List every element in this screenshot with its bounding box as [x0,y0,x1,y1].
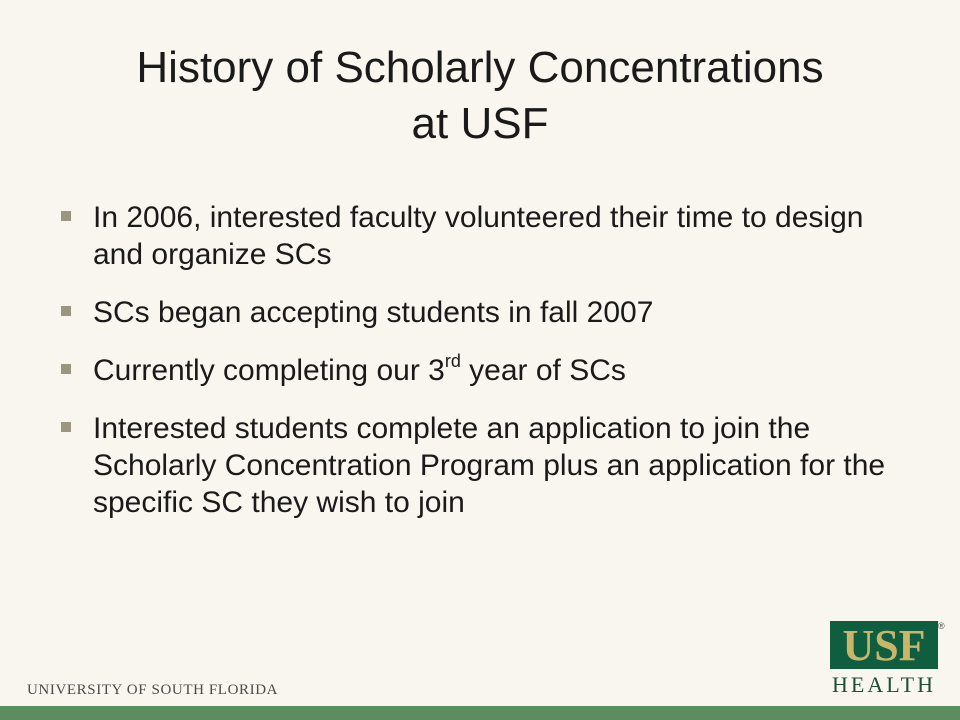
bullet-text: In 2006, interested faculty volunteered their time to design and organize SCs [93,201,864,271]
square-bullet-icon [61,306,71,316]
bullet-text [93,351,626,387]
bullet-item-3 [60,352,920,389]
bullet-list [60,199,920,542]
bullet-text: Interested students complete an application to join the Scholarly Concentration Program plus an application for the specific SC they wish to join [93,412,886,519]
slide-title-line-1: History of Scholarly Concentrations [136,43,824,92]
slide-title [40,40,920,152]
bullet-item-1 [60,199,920,273]
slide-title-line-2: at USF [411,99,549,148]
square-bullet-icon [61,211,71,221]
square-bullet-icon [61,422,71,432]
bullet-text: SCs began accepting students in fall 2007 [93,296,654,329]
square-bullet-icon [61,364,71,374]
registered-mark: ® [938,621,945,631]
bullet-text-pre: Currently completing our 3 [93,354,445,387]
bullet-item-4 [60,410,920,521]
bullet-text-post: year of SCs [460,354,626,387]
ordinal-superscript: rd [444,351,461,371]
usf-health-logo [830,621,944,697]
logo-health-text: HEALTH [832,672,936,697]
logo-usf-text: USF [842,621,926,670]
university-wordmark: UNIVERSITY OF SOUTH FLORIDA [27,682,279,698]
footer-bar [0,706,960,720]
bullet-item-2 [60,294,920,331]
